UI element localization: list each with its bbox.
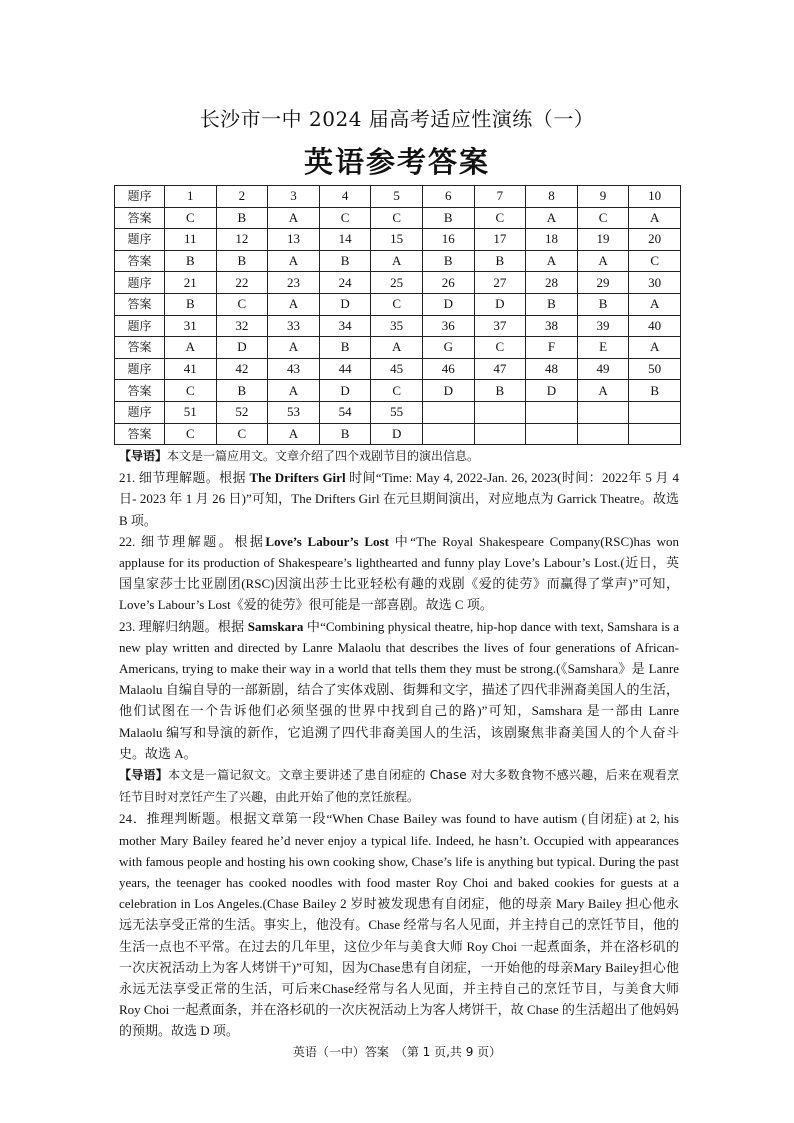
question-number-cell: 43 bbox=[268, 358, 320, 380]
answer-cell: A bbox=[165, 337, 217, 359]
answer-cell: A bbox=[268, 293, 320, 315]
answer-cell: B bbox=[216, 380, 268, 402]
answer-cell: B bbox=[474, 250, 526, 272]
question-number-cell: 14 bbox=[319, 229, 371, 251]
question-number-label: 题序 bbox=[115, 315, 165, 337]
question-number-cell: 44 bbox=[319, 358, 371, 380]
question-number-cell bbox=[526, 401, 578, 423]
answer-row bbox=[115, 250, 681, 272]
answer-cell: A bbox=[577, 250, 629, 272]
answer-row bbox=[115, 337, 681, 359]
question-number-cell: 37 bbox=[474, 315, 526, 337]
guide-label: 【导语】 bbox=[119, 449, 168, 463]
answer-cell: C bbox=[629, 250, 681, 272]
answer-row bbox=[115, 207, 681, 229]
answer-cell bbox=[526, 423, 578, 445]
question-number-cell: 47 bbox=[474, 358, 526, 380]
question-number-cell bbox=[577, 401, 629, 423]
exam-title: 长沙市一中 2024 届高考适应性演练（一） bbox=[199, 107, 595, 131]
answer-cell: B bbox=[165, 250, 217, 272]
answer-cell: C bbox=[474, 207, 526, 229]
question-number-row bbox=[115, 229, 681, 251]
question-number-row bbox=[115, 186, 681, 208]
answer-cell: B bbox=[422, 207, 474, 229]
answer-cell: D bbox=[526, 380, 578, 402]
question-number-cell: 30 bbox=[629, 272, 681, 294]
question-number-cell: 8 bbox=[526, 186, 578, 208]
guide-label: 【导语】 bbox=[119, 768, 169, 783]
answer-cell: A bbox=[629, 207, 681, 229]
question-number-cell: 19 bbox=[577, 229, 629, 251]
question-number-cell: 40 bbox=[629, 315, 681, 337]
answer-cell: C bbox=[371, 293, 423, 315]
answer-cell: A bbox=[268, 250, 320, 272]
question-number-cell: 29 bbox=[577, 272, 629, 294]
question-number-row bbox=[115, 272, 681, 294]
explanation-q21 bbox=[119, 467, 679, 531]
question-number-cell: 23 bbox=[268, 272, 320, 294]
q23-lead: 23. 理解归纳题。根据 bbox=[119, 618, 248, 634]
answer-table bbox=[114, 185, 681, 445]
question-number-label: 题序 bbox=[115, 401, 165, 423]
answer-cell: E bbox=[577, 337, 629, 359]
question-number-cell: 11 bbox=[165, 229, 217, 251]
answer-cell: B bbox=[319, 423, 371, 445]
answer-cell: C bbox=[577, 207, 629, 229]
q22-keyword: Love’s Labour’s Lost bbox=[265, 533, 389, 549]
q22-text: 中“The Royal Shakespeare Company(RSC)has won applause for its production of Shakespeare’s lighthearted and funny play Love’s Labour’s Lost.(近日，英国皇家莎士比亚剧团(RSC)因演出莎士比亚轻松有趣的戏剧《爱的徒劳》而赢得了掌声)”可知， Love’s Labour’s Lost《爱的徒劳》很可能是一部喜剧。故选 C 项。 bbox=[119, 533, 679, 613]
question-number-cell: 55 bbox=[371, 401, 423, 423]
question-number-cell: 1 bbox=[165, 186, 217, 208]
question-number-cell: 27 bbox=[474, 272, 526, 294]
question-number-cell: 5 bbox=[371, 186, 423, 208]
answer-row bbox=[115, 293, 681, 315]
answer-cell: A bbox=[268, 207, 320, 229]
answer-cell: C bbox=[165, 423, 217, 445]
question-number-cell bbox=[422, 401, 474, 423]
question-number-cell: 39 bbox=[577, 315, 629, 337]
page-footer: 英语（一中）答案 （第 1 页,共 9 页） bbox=[292, 1045, 502, 1059]
answer-label: 答案 bbox=[115, 337, 165, 359]
question-number-cell: 13 bbox=[268, 229, 320, 251]
answer-cell: A bbox=[268, 337, 320, 359]
question-number-cell: 32 bbox=[216, 315, 268, 337]
question-number-cell: 22 bbox=[216, 272, 268, 294]
explanations bbox=[119, 445, 679, 1042]
question-number-cell bbox=[474, 401, 526, 423]
question-number-cell: 49 bbox=[577, 358, 629, 380]
answer-cell: B bbox=[526, 293, 578, 315]
question-number-cell: 20 bbox=[629, 229, 681, 251]
answer-cell: A bbox=[268, 380, 320, 402]
question-number-cell: 18 bbox=[526, 229, 578, 251]
answer-cell: A bbox=[629, 293, 681, 315]
answer-cell: A bbox=[371, 250, 423, 272]
answer-cell: C bbox=[319, 207, 371, 229]
question-number-cell: 45 bbox=[371, 358, 423, 380]
answer-cell: D bbox=[422, 380, 474, 402]
question-number-cell: 24 bbox=[319, 272, 371, 294]
answer-cell: A bbox=[526, 207, 578, 229]
answer-cell: A bbox=[371, 337, 423, 359]
answer-cell: C bbox=[371, 207, 423, 229]
answer-cell: D bbox=[216, 337, 268, 359]
answer-cell: D bbox=[371, 423, 423, 445]
question-number-label: 题序 bbox=[115, 229, 165, 251]
answer-cell: D bbox=[319, 293, 371, 315]
answer-row bbox=[115, 423, 681, 445]
answer-cell: D bbox=[422, 293, 474, 315]
question-number-label: 题序 bbox=[115, 358, 165, 380]
answer-cell bbox=[422, 423, 474, 445]
answer-key-title: 英语参考答案 bbox=[303, 145, 490, 179]
question-number-cell: 26 bbox=[422, 272, 474, 294]
answer-cell: C bbox=[216, 293, 268, 315]
question-number-cell: 10 bbox=[629, 186, 681, 208]
question-number-cell: 34 bbox=[319, 315, 371, 337]
answer-cell: A bbox=[629, 337, 681, 359]
question-number-cell: 25 bbox=[371, 272, 423, 294]
question-number-cell: 3 bbox=[268, 186, 320, 208]
answer-cell: C bbox=[474, 337, 526, 359]
answer-cell: B bbox=[577, 293, 629, 315]
question-number-cell: 4 bbox=[319, 186, 371, 208]
question-number-row bbox=[115, 315, 681, 337]
answer-label: 答案 bbox=[115, 293, 165, 315]
answer-cell: B bbox=[474, 380, 526, 402]
question-number-cell: 42 bbox=[216, 358, 268, 380]
question-number-cell: 52 bbox=[216, 401, 268, 423]
question-number-row bbox=[115, 358, 681, 380]
question-number-cell: 16 bbox=[422, 229, 474, 251]
question-number-cell: 21 bbox=[165, 272, 217, 294]
answer-cell: B bbox=[165, 293, 217, 315]
answer-cell bbox=[629, 423, 681, 445]
question-number-cell: 54 bbox=[319, 401, 371, 423]
answer-cell: C bbox=[165, 380, 217, 402]
answer-cell: B bbox=[216, 250, 268, 272]
question-number-cell: 41 bbox=[165, 358, 217, 380]
answer-cell: A bbox=[268, 423, 320, 445]
q21-text: 时间“Time: May 4, 2022-Jan. 26, 2023(时间：2022年 5 月 4 日- 2023 年 1 月 26 日)”可知，The Drifters Girl 在元旦期间演出，对应地点为 Garrick Theatre。故选 B 项。 bbox=[119, 470, 679, 528]
answer-cell: B bbox=[216, 207, 268, 229]
answer-cell bbox=[474, 423, 526, 445]
question-number-cell: 31 bbox=[165, 315, 217, 337]
question-number-cell: 33 bbox=[268, 315, 320, 337]
question-number-cell: 2 bbox=[216, 186, 268, 208]
q21-lead: 21. 细节理解题。根据 bbox=[119, 470, 250, 486]
question-number-cell: 46 bbox=[422, 358, 474, 380]
answer-cell: B bbox=[319, 337, 371, 359]
question-number-cell: 9 bbox=[577, 186, 629, 208]
answer-cell: B bbox=[319, 250, 371, 272]
guide-text: 本文是一篇应用文。文章介绍了四个戏剧节目的演出信息。 bbox=[167, 449, 480, 463]
question-number-cell: 48 bbox=[526, 358, 578, 380]
answer-cell: G bbox=[422, 337, 474, 359]
question-number-cell: 6 bbox=[422, 186, 474, 208]
answer-cell: C bbox=[371, 380, 423, 402]
guide-paragraph bbox=[119, 445, 679, 467]
answer-cell: A bbox=[526, 250, 578, 272]
answer-row bbox=[115, 380, 681, 402]
explanation-q24 bbox=[119, 808, 679, 1041]
explanation-q23 bbox=[119, 616, 679, 764]
answer-cell: F bbox=[526, 337, 578, 359]
question-number-cell: 12 bbox=[216, 229, 268, 251]
question-number-cell: 7 bbox=[474, 186, 526, 208]
question-number-label: 题序 bbox=[115, 186, 165, 208]
guide-text: 本文是一篇记叙文。文章主要讲述了患自闭症的 Chase 对大多数食物不感兴趣，后来在观看烹饪节目时对烹饪产生了兴趣，由此开始了他的烹饪旅程。 bbox=[119, 768, 679, 805]
answer-cell: D bbox=[319, 380, 371, 402]
question-number-cell bbox=[629, 401, 681, 423]
answer-cell: C bbox=[216, 423, 268, 445]
question-number-cell: 15 bbox=[371, 229, 423, 251]
answer-cell: C bbox=[165, 207, 217, 229]
answer-label: 答案 bbox=[115, 380, 165, 402]
answer-label: 答案 bbox=[115, 423, 165, 445]
question-number-cell: 35 bbox=[371, 315, 423, 337]
answer-cell: A bbox=[577, 380, 629, 402]
answer-cell: B bbox=[629, 380, 681, 402]
question-number-cell: 53 bbox=[268, 401, 320, 423]
guide-paragraph bbox=[119, 764, 679, 808]
answer-cell: B bbox=[422, 250, 474, 272]
q21-keyword: The Drifters Girl bbox=[249, 470, 346, 486]
question-number-row bbox=[115, 401, 681, 423]
explanation-q22 bbox=[119, 531, 679, 616]
answer-cell: D bbox=[474, 293, 526, 315]
answer-label: 答案 bbox=[115, 207, 165, 229]
q23-text: 中“Combining physical theatre, hip-hop dance with text, Samshara is a new play written and directed by Lanre Malaolu that describes the lives of four generations of African-Americans, trying to make their way in a world that tells them they must be strong.(《Samshara》是 Lanre Malaolu 自编自导的一部新剧，结合了实体戏剧、街舞和文字，描述了四代非洲裔美国人的生活，他们试图在一个告诉他们必须坚强的世界中找到自己的路)”可知，Samshara 是一部由 Lanre Malaolu 编写和导演的新作，它追溯了四代非裔美国人的生活，该剧聚焦非裔美国人的个人奋斗史。故选 A。 bbox=[119, 618, 679, 761]
q22-lead: 22. 细节理解题。根据 bbox=[119, 533, 266, 549]
answer-cell bbox=[577, 423, 629, 445]
question-number-cell: 28 bbox=[526, 272, 578, 294]
question-number-label: 题序 bbox=[115, 272, 165, 294]
answer-label: 答案 bbox=[115, 250, 165, 272]
question-number-cell: 38 bbox=[526, 315, 578, 337]
q24-text: 24．推理判断题。根据文章第一段“When Chase Bailey was found to have autism (自闭症) at 2, his mother Mary Bailey feared he’d never enjoy a typical life. Indeed, he hasn’t. Occupied with appearances with famous people and hosting his own cooking show, Chase’s life is anything but typical. During the past years, the teenager has cooked noodles with food master Roy Choi and baked cookies for guests at a celebration in Los Angeles.(Chase Bailey 2 岁时被发现患有自闭症，他的母亲 Mary Bailey 担心他永远无法享受正常的生活。事实上，他没有。Chase 经常与名人见面，并主持自己的烹饪节目，他的生活一点也不平常。在过去的几年里，这位少年与美食大师 Roy Choi 一起煮面条，并在洛杉矶的一次庆祝活动上为客人烤饼干)”可知，因为Chase患有自闭症，一开始他的母亲Mary Bailey担心他永远无法享受正常的生活，可后来Chase经常与名人见面，并主持自己的烹饪节目，与美食大师 Roy Choi 一起煮面条，并在洛杉矶的一次庆祝活动上为客人烤饼干，故 Chase 的生活超出了他妈妈的预期。故选 D 项。 bbox=[119, 811, 679, 1039]
question-number-cell: 36 bbox=[422, 315, 474, 337]
question-number-cell: 17 bbox=[474, 229, 526, 251]
question-number-cell: 51 bbox=[165, 401, 217, 423]
question-number-cell: 50 bbox=[629, 358, 681, 380]
q23-keyword: Samskara bbox=[247, 618, 304, 634]
